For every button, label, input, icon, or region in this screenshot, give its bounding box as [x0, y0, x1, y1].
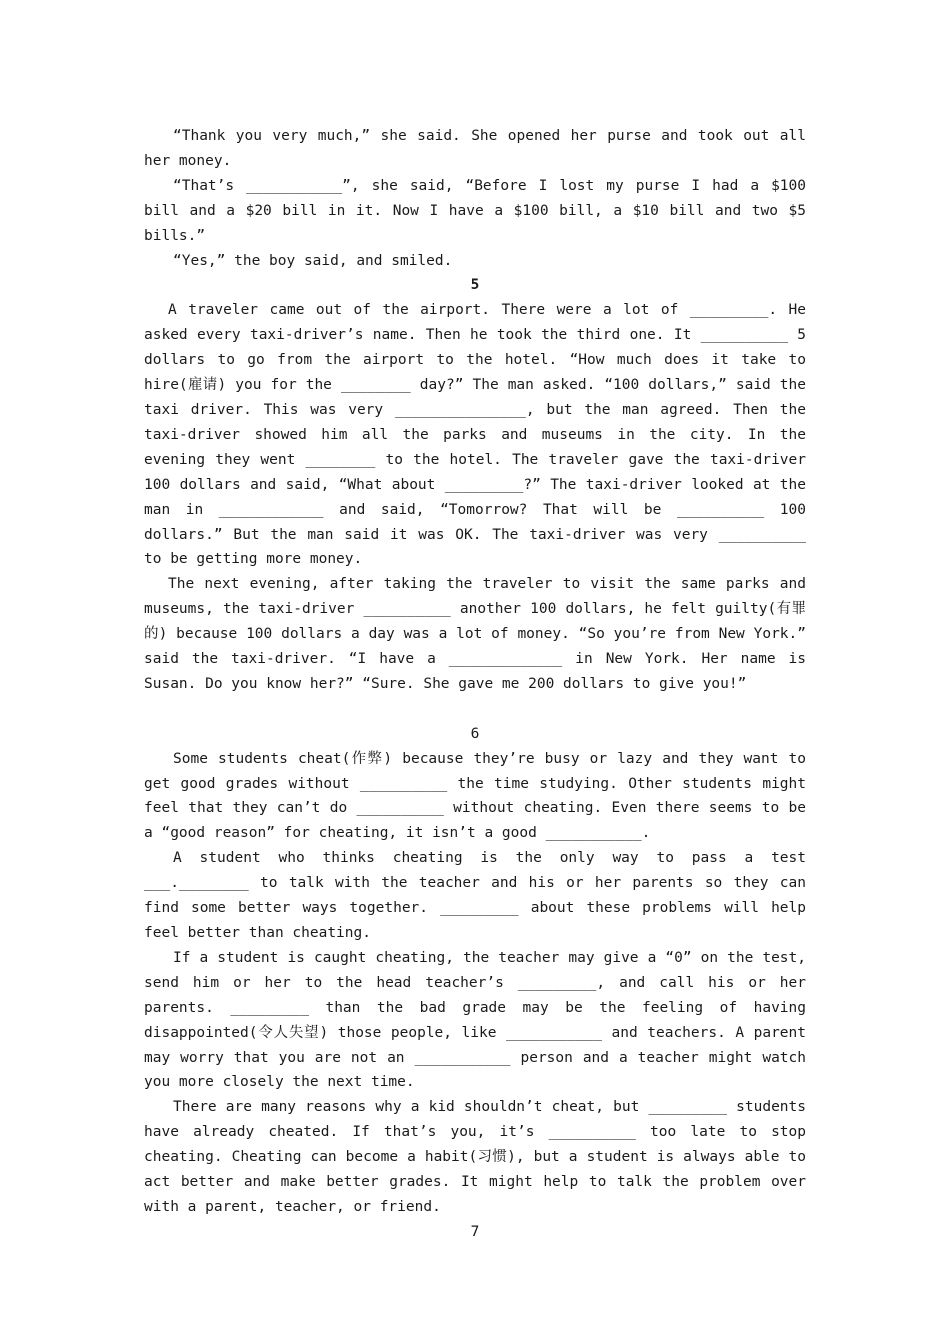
story6-paragraph-3: If a student is caught cheating, the teacher may give a “0” on the test, send him or her to the head teacher’s _________, and call his or her parents. _________ than the bad grade may be the feeling of having disappointed(令人失望) those people, like ___________ and teachers. A parent may worry that you are not an ___________ person and a teacher might watch you more closely the next time. — [144, 949, 806, 1091]
story4-paragraph-1: “Thank you very much,” she said. She opened her purse and took out all her money. — [144, 128, 806, 169]
story6-paragraph-4: There are many reasons why a kid shouldn’t cheat, but _________ students have already cheated. If that’s you, it’s __________ too late to stop cheating. Cheating can become a habit(习惯), but a student is always able to act better and make better grades. It might help to talk the problem over with a parent, teacher, or friend. — [144, 1099, 806, 1215]
story6-number: 6 — [470, 725, 480, 742]
story6-paragraph-1: Some students cheat(作弊) because they’re busy or lazy and they want to get good grades without __________ the time studying. Other students might feel that they can’t do __________ without cheating. Even there seems to be a “good reason” for cheating, it isn’t a good ___________. — [144, 750, 806, 842]
spacer — [144, 697, 806, 722]
story5-paragraph-2: The next evening, after taking the traveler to visit the same parks and museums, the taxi-driver __________ another 100 dollars, he felt guilty(有罪的) because 100 dollars a day was a lot of money. “So you’re from New York.” said the taxi-driver. “I have a _____________ in New York. Her name is Susan. Do you know her?” “Sure. She gave me 200 dollars to give you!” — [144, 576, 806, 692]
story6-paragraph-2: A student who thinks cheating is the only way to pass a test ___.________ to talk with the teacher and his or her parents so they can find some better ways together. _________ about these problems will help feel better than cheating. — [144, 850, 806, 941]
story7-number: 7 — [470, 1223, 480, 1240]
document-page — [144, 124, 806, 1245]
story4-paragraph-2: “That’s ___________”, she said, “Before I lost my purse I had a $100 bill and a $20 bill in it. Now I have a $100 bill, a $10 bill and two $5 bills.” — [144, 177, 806, 244]
story5-number: 5 — [470, 277, 480, 294]
story5-paragraph-1: A traveler came out of the airport. There were a lot of _________. He asked every taxi-driver’s name. Then he took the third one. It __________ 5 dollars to go from the airport to the hotel. “How much does it take to hire(雇请) you for the ________ day?” The man asked. “100 dollars,” said the taxi driver. This was very _______________, but the man agreed. Then the taxi-driver showed him all the parks and museums in the city. In the evening they went ________ to the hotel. The traveler gave the taxi-driver 100 dollars and said, “What about _________?” The taxi-driver looked at the man in ____________ and said, “Tomorrow? That will be __________ 100 dollars.” But the man said it was OK. The taxi-driver was very __________ to be getting more money. — [144, 302, 806, 568]
story4-paragraph-3: “Yes,” the boy said, and smiled. — [173, 252, 453, 269]
